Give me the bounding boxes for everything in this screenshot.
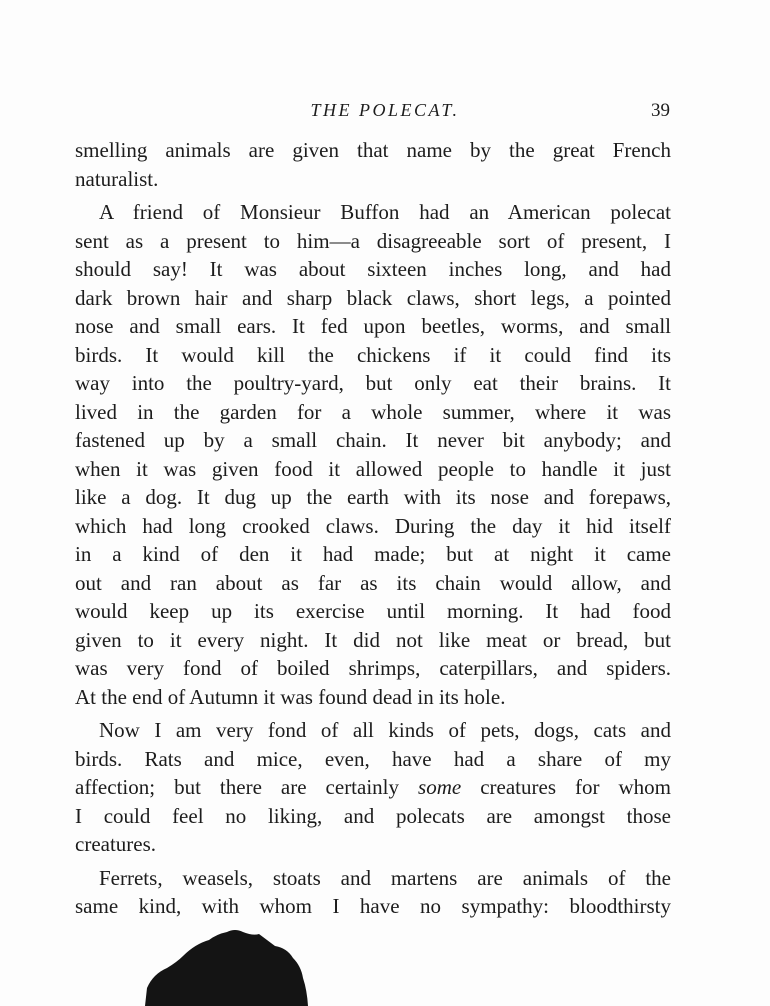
text-line: when it was given food it allowed people to handle it just xyxy=(75,456,671,481)
text-line: would keep up its exercise until morning. It had food xyxy=(75,599,671,623)
text-line: naturalist. xyxy=(75,166,159,191)
text-line: given to it every night. It did not like meat or bread, but xyxy=(75,627,671,652)
text-line: birds. Rats and mice, even, have had a share of my xyxy=(75,746,671,771)
text-line: I could feel no liking, and polecats are amongst those xyxy=(75,803,671,828)
text-line-with-emphasis xyxy=(75,773,671,802)
text-line: out and ran about as far as its chain would allow, and xyxy=(75,570,671,595)
text-line: in a kind of den it had made; but at night it came xyxy=(75,542,671,566)
text-line: dark brown hair and sharp black claws, short legs, a pointed xyxy=(75,285,671,310)
text-line: lived in the garden for a whole summer, where it was xyxy=(75,399,671,424)
page-number: 39 xyxy=(651,100,670,121)
text-line: way into the poultry-yard, but only eat their brains. It xyxy=(75,371,671,395)
text-line: A friend of Monsieur Buffon had an American polecat xyxy=(99,200,671,224)
text-line: was very fond of boiled shrimps, caterpillars, and spiders. xyxy=(75,656,671,680)
text-line: creatures. xyxy=(75,832,157,856)
text-line: nose and small ears. It fed upon beetles, worms, and small xyxy=(75,314,671,338)
text-line: At the end of Autumn it was found dead in its hole. xyxy=(75,684,506,709)
ink-blot-mark xyxy=(143,926,308,1006)
text-line: Now I am very fond of all kinds of pets, dogs, cats and xyxy=(99,718,671,742)
text-segment: creatures for whom xyxy=(480,775,671,799)
body-text xyxy=(75,136,671,921)
text-line: like a dog. It dug up the earth with its nose and forepaws, xyxy=(75,485,671,509)
running-header xyxy=(0,98,770,126)
text-line: fastened up by a small chain. It never bit anybody; and xyxy=(75,428,671,452)
text-line: smelling animals are given that name by the great French xyxy=(75,138,671,162)
text-line: birds. It would kill the chickens if it could find its xyxy=(75,342,671,367)
text-line: which had long crooked claws. During the day it hid itself xyxy=(75,513,671,538)
emphasis-word: some xyxy=(418,775,462,799)
running-title: THE POLECAT. xyxy=(310,100,460,120)
text-line: Ferrets, weasels, stoats and martens are animals of the xyxy=(99,865,671,890)
text-segment: affection; but there are certainly xyxy=(75,775,400,799)
text-line: same kind, with whom I have no sympathy: bloodthirsty xyxy=(75,894,671,918)
text-line: should say! It was about sixteen inches long, and had xyxy=(75,257,671,281)
text-line: sent as a present to him—a disagreeable sort of present, I xyxy=(75,228,671,253)
